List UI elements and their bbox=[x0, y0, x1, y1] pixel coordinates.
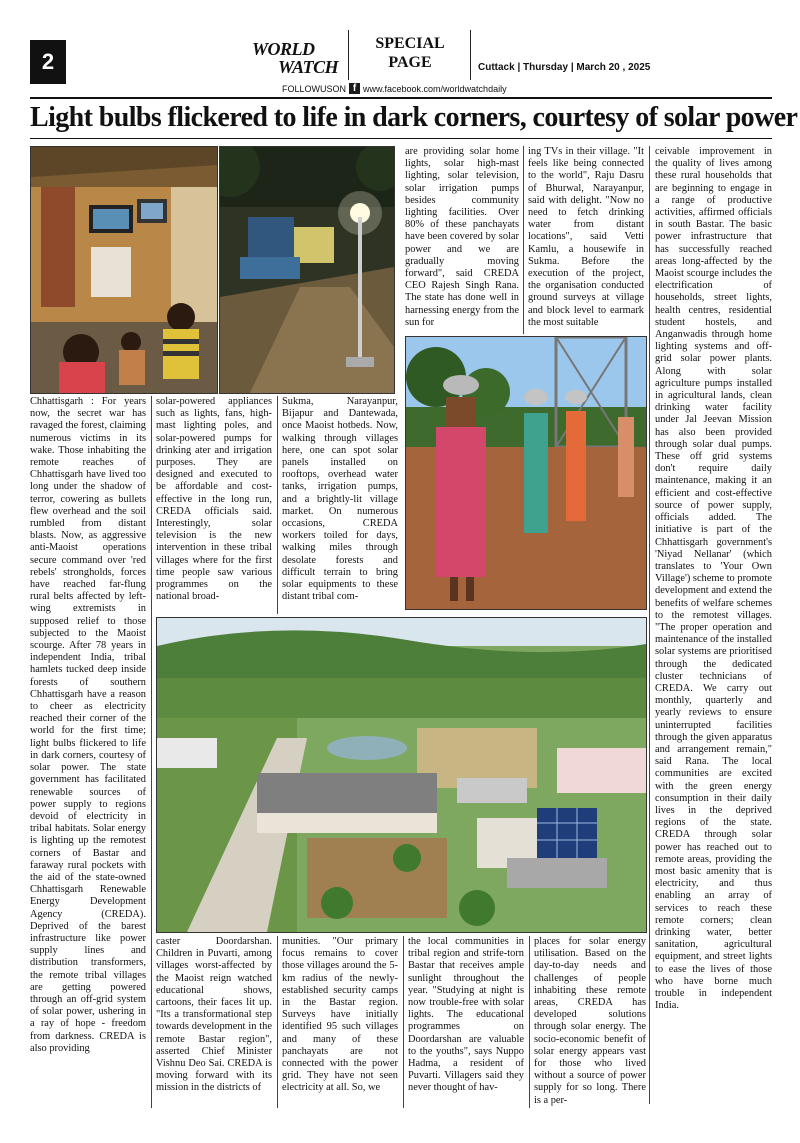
article-top-col-1 bbox=[405, 146, 519, 334]
world-watch-logo bbox=[252, 40, 344, 80]
article-col-b-top bbox=[156, 396, 272, 614]
column-rule bbox=[529, 936, 530, 1108]
col-c-bottom-text: munities. "Our primary focus remains to cover those villages around the 5-km radius of the newly-established security camps in the Bastar region. Surveys have initially identified 95 such villages and many of these panchayats are not connected with the power grid. They have not seen electricity at all. So, we bbox=[282, 936, 398, 1094]
article-col-b-bottom bbox=[156, 936, 272, 1108]
column-rule bbox=[277, 936, 278, 1108]
column-rule bbox=[523, 146, 524, 334]
col-c-top-text: Sukma, Narayanpur, Bijapur and Dantewada, once Maoist hotbeds. Now, walking through villages here, one can spot solar panels installed on rooftops, overhead water tanks, irrigation pumps, and a brightly-lit village market. On numerous occasions, CREDA workers toiled for days, walking miles through desolate forests and difficult terrain to bring solar equipments to these distant tribal com- bbox=[282, 396, 398, 603]
headline: Light bulbs flickered to life in dark corners, courtesy of solar power bbox=[30, 102, 798, 133]
water-women-illustration bbox=[406, 337, 646, 609]
headline-rule bbox=[30, 138, 772, 139]
column-rule bbox=[649, 146, 650, 1104]
column-rule bbox=[151, 396, 152, 1108]
tv-room-photo bbox=[30, 146, 218, 394]
article-col-c-top bbox=[282, 396, 398, 614]
follow-bar bbox=[282, 83, 507, 94]
article-col-e-bottom bbox=[534, 936, 646, 1108]
village-aerial-photo bbox=[156, 617, 647, 933]
facebook-url-link[interactable]: www.facebook.com/worldwatchdaily bbox=[363, 83, 507, 94]
col-b-top-text: solar-powered appliances such as lights, fans, high-mast lighting poles, and solar-powered pumps for drinking ater and irrigation purposes. They are designed and executed to be affordable and cost-effective in the long run, CREDA officials said. Interestingly, solar television is the new intervention in these tribal villages where for the first time people saw various programmes on the national broad- bbox=[156, 396, 272, 603]
column-rule bbox=[277, 396, 278, 614]
article-col-f bbox=[655, 146, 772, 1108]
tv-room-illustration bbox=[31, 147, 217, 393]
logo-word-2: WATCH bbox=[278, 57, 339, 77]
column-rule bbox=[403, 936, 404, 1108]
top-col-1-text: are providing solar home lights, solar high-mast lighting, solar television, solar irrigation pumps besides community lighting facilities. Over 80% of these panchayats have been covered by solar power and we are gradually moving forward", said CREDA CEO Rajesh Singh Rana. The state has done well in harnessing energy from the sun for bbox=[405, 146, 519, 328]
facebook-icon[interactable]: f bbox=[349, 83, 360, 94]
water-women-photo bbox=[405, 336, 647, 610]
street-light-illustration bbox=[220, 147, 394, 393]
article-col-d-bottom bbox=[408, 936, 524, 1108]
follow-label: FOLLOWUSON bbox=[282, 83, 347, 94]
article-col-a bbox=[30, 396, 146, 1108]
logo-word-1: WORLD bbox=[252, 39, 315, 59]
article-top-col-2 bbox=[528, 146, 644, 334]
col-f-text: ceivable improvement in the quality of lives among these rural households that are beginning to engage in a range of productive activities, affirmed officials in south Bastar. The basic power infrastructure that has successfully reached areas long-affected by the Maoist scourge includes the electrification of households, street lights, health centres, residential student hostels, and Anganwadis through home lighting systems and off-grid solar power plants. Along with solar agriculture pumps installed in agricultural lands, clean drinking water facility under Jal Jeevan Mission has also been provided through solar dual pumps. These off grid systems don't require daily maintenance, making it an efficient and cost-effective source of power supply, officials added. The initiative is part of the Chhattisgarh government's 'Niyad Nellanar' (which translates to 'Your Own Village') scheme to promote development and extend the benefits of welfare schemes to the remotest villages. "The proper operation and maintenance of the installed solar systems are prioritised through the dedicated cluster technicians of CREDA. We carry out monthly, quarterly and yearly reviews to ensure uninterrupted facilities through the given apparatus and arrangement remain," said Rana. The local communities are excited with the green energy consumption in their daily lives in the deprived regions of the state. CREDA through solar power has reached out to remote areas, providing the most basic amenity that is electricity, and thus enabling an array of services to reach these remote corners; clean drinking water, better sanitation, agricultural equipment, and street lights to ease the lives of those who have borne much trouble in independent India. bbox=[655, 146, 772, 1012]
special-line-1: SPECIAL bbox=[375, 35, 445, 52]
masthead-divider-2 bbox=[470, 30, 471, 80]
page-number: 2 bbox=[30, 40, 66, 84]
special-line-2: PAGE bbox=[388, 54, 432, 71]
top-rule bbox=[30, 97, 772, 99]
col-e-bottom-text: places for solar energy utilisation. Based on the day-to-day needs and challenges of people inhabiting these remote areas, CREDA has developed solutions through solar energy. The socio-economic benefit of solar energy appears vast for those who lived without a source of power supply for so long. There is a per- bbox=[534, 936, 646, 1106]
village-aerial-illustration bbox=[157, 618, 646, 932]
article-col-c-bottom bbox=[282, 936, 398, 1108]
special-page-label bbox=[360, 34, 460, 72]
masthead-divider bbox=[348, 30, 349, 80]
dateline: Cuttack | Thursday | March 20 , 2025 bbox=[478, 62, 651, 73]
col-b-bottom-text: caster Doordarshan. Children in Puvarti, among villages worst-affected by the Maoist reign watched educational shows, cartoons, their faces lit up. "Its a transformational step towards development in the remote Bastar region", asserted Chief Minister Vishnu Deo Sai. CREDA is moving forward with its mission in the districts of bbox=[156, 936, 272, 1094]
col-d-bottom-text: the local communities in tribal region and strife-torn Bastar that receives ample sunlight throughout the year. "Studying at night is now trouble-free with solar lights. The educational programmes on Doordarshan are valuable to the youths", says Nuppo Hadma, a resident of Puvarti. Villagers said they never thought of hav- bbox=[408, 936, 524, 1094]
top-col-2-text: ing TVs in their village. "It feels like being connected to the world", Raju Dasru of Bhurwal, Narayanpur, said with delight. "Now no need to fetch drinking water from distant locations", said Vetti Kamlu, a housewife in Sukma. Before the execution of the project, the organisation conducted ground surveys at village and block level to earmark the most suitable bbox=[528, 146, 644, 328]
col-a-text: Chhattisgarh : For years now, the secret war has ravaged the forest, claiming numerous victims in its wake. Those inhabiting the remote reaches of Chhattisgarh have lived too long under the shadow of terror, cowering as bullets flew overhead and the soil rumbled from distant blasts. Now, as aggressive anti-Maoist operations secure command over 'red rebels' strongholds, forces have reached far-flung rural belts affected by left-wing extremists in supposed relief to those subjected to the Maoist scourge. After 78 years in independent India, tribal hamlets tucked deep inside forests of southern Chhattisgarh have a reason to cheer as electricity reached their corner of the world for the first time; light bulbs flickered to life in dark corners, courtesy of solar power. The state government has facilitated renewable sources of power supply to regions devoid of electricity in tribal habitats. Solar energy is lighting up the remotest corners of Bastar and faraway rural pockets with the aid of the state-owned Chhattisgarh Renewable Energy Development Agency (CREDA). Deprived of the barest infrastructure like power supply lines and distribution transformers, the remote tribal villages are getting powered through an off-grid system of solar power, ushering in a ray of hope - freedom from darkness. CREDA is also providing bbox=[30, 396, 146, 1054]
street-light-photo bbox=[219, 146, 395, 394]
